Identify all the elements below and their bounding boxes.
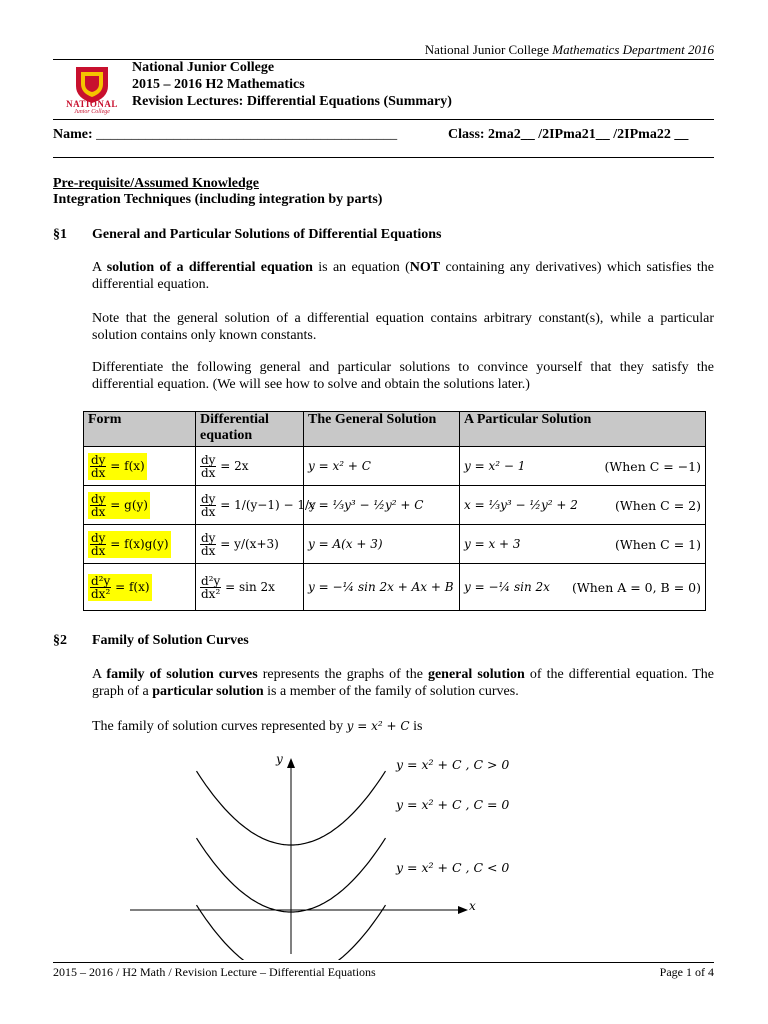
x-axis-label: x bbox=[469, 899, 476, 913]
form-cell bbox=[84, 564, 196, 611]
college-logo bbox=[63, 64, 121, 116]
table-header: Form bbox=[84, 412, 196, 447]
general-cell: y = −¼ sin 2x + Ax + B bbox=[304, 564, 460, 611]
curve-label-c-negative: y = x² + C , C < 0 bbox=[396, 860, 510, 875]
section1-instruction: Differentiate the following general and particular solutions to convince yourself that they satisfy the differential equation. (We will see how to solve and obtain the solutions later.) bbox=[92, 360, 714, 392]
general-cell: y = A(x + 3) bbox=[304, 525, 460, 564]
particular-cell: y = x² − 1 (When C = −1) bbox=[460, 447, 706, 486]
footer-right: Page 1 of 4 bbox=[659, 965, 714, 979]
form-highlight: $\frac{dy}{dx}$ = f(x) bbox=[88, 453, 147, 480]
y-axis-label: y bbox=[276, 752, 283, 766]
name-field: Name: ___________________________________________ bbox=[53, 127, 398, 142]
logo-subtext: Junior College bbox=[74, 109, 110, 115]
table-header: The General Solution bbox=[304, 412, 460, 447]
running-header: National Junior College Mathematics Department 2016 bbox=[424, 42, 714, 57]
solution-curves-graph bbox=[0, 740, 768, 960]
class-field: Class: 2ma2__ /2IPma21__ /2IPma22 __ bbox=[448, 127, 689, 142]
table-row bbox=[84, 525, 706, 564]
title-line-3: Revision Lectures: Differential Equations (Summary) bbox=[132, 94, 452, 109]
solutions-table bbox=[83, 411, 706, 611]
x-axis-arrow-icon bbox=[458, 906, 468, 914]
form-highlight: $\frac{dy}{dx}$ = g(y) bbox=[88, 492, 150, 519]
form-cell bbox=[84, 525, 196, 564]
table-row bbox=[84, 486, 706, 525]
prereq-heading: Pre-requisite/Assumed Knowledge bbox=[53, 176, 259, 191]
name-rule bbox=[53, 157, 714, 158]
logo-text: NATIONAL bbox=[66, 99, 118, 109]
footer-left: 2015 – 2016 / H2 Math / Revision Lecture – Differential Equations bbox=[53, 965, 376, 979]
table-header: A Particular Solution bbox=[460, 412, 706, 447]
section2-number: §2 bbox=[53, 633, 67, 648]
particular-cell: x = ⅓y³ − ½y² + 2 (When C = 2) bbox=[460, 486, 706, 525]
curve-label-c-zero: y = x² + C , C = 0 bbox=[396, 797, 510, 812]
title-line-2: 2015 – 2016 H2 Mathematics bbox=[132, 77, 305, 92]
section2-intro: The family of solution curves represented by y = x² + C is bbox=[92, 719, 423, 734]
de-cell: $\frac{dy}{dx}$ = y/(x+3) bbox=[196, 525, 304, 564]
de-cell: $\frac{\text{d²y}}{\text{dx²}}$ = sin 2x bbox=[196, 564, 304, 611]
table-header-row bbox=[84, 412, 706, 447]
de-cell: $\frac{dy}{dx}$ = 1/(y−1) − 1/y bbox=[196, 486, 304, 525]
section1-note: Note that the general solution of a differential equation contains arbitrary constant(s), while a particular solution contains only known constants. bbox=[92, 311, 714, 343]
y-axis-arrow-icon bbox=[287, 758, 295, 768]
general-cell: y = x² + C bbox=[304, 447, 460, 486]
section2-definition: A family of solution curves represents the graphs of the general solution of the differential equation. The graph of a particular solution is a member of the family of solution curves. bbox=[92, 667, 715, 699]
section1-number: §1 bbox=[53, 227, 67, 242]
de-cell: $\frac{dy}{dx}$ = 2x bbox=[196, 447, 304, 486]
title-line-1: National Junior College bbox=[132, 60, 275, 75]
particular-cell: y = x + 3 (When C = 1) bbox=[460, 525, 706, 564]
section1-title: General and Particular Solutions of Differential Equations bbox=[92, 227, 442, 242]
general-cell: x = ⅓y³ − ½y² + C bbox=[304, 486, 460, 525]
form-highlight: $\frac{\text{d²y}}{\text{dx²}}$ = f(x) bbox=[88, 574, 152, 601]
title-rule bbox=[53, 119, 714, 120]
prereq-detail: Integration Techniques (including integration by parts) bbox=[53, 192, 383, 207]
section2-title: Family of Solution Curves bbox=[92, 633, 249, 648]
curve-label-c-positive: y = x² + C , C > 0 bbox=[396, 757, 510, 772]
form-cell bbox=[84, 447, 196, 486]
footer-rule bbox=[53, 962, 714, 963]
table-row bbox=[84, 447, 706, 486]
form-highlight: $\frac{dy}{dx}$ = f(x)g(y) bbox=[88, 531, 171, 558]
particular-cell: y = −¼ sin 2x (When A = 0, B = 0) bbox=[460, 564, 706, 611]
form-cell bbox=[84, 486, 196, 525]
table-row bbox=[84, 564, 706, 611]
section1-definition: A solution of a differential equation is an equation (NOT containing any derivatives) which satisfies the differential equation. bbox=[92, 260, 714, 292]
table-header: Differential equation bbox=[196, 412, 304, 447]
